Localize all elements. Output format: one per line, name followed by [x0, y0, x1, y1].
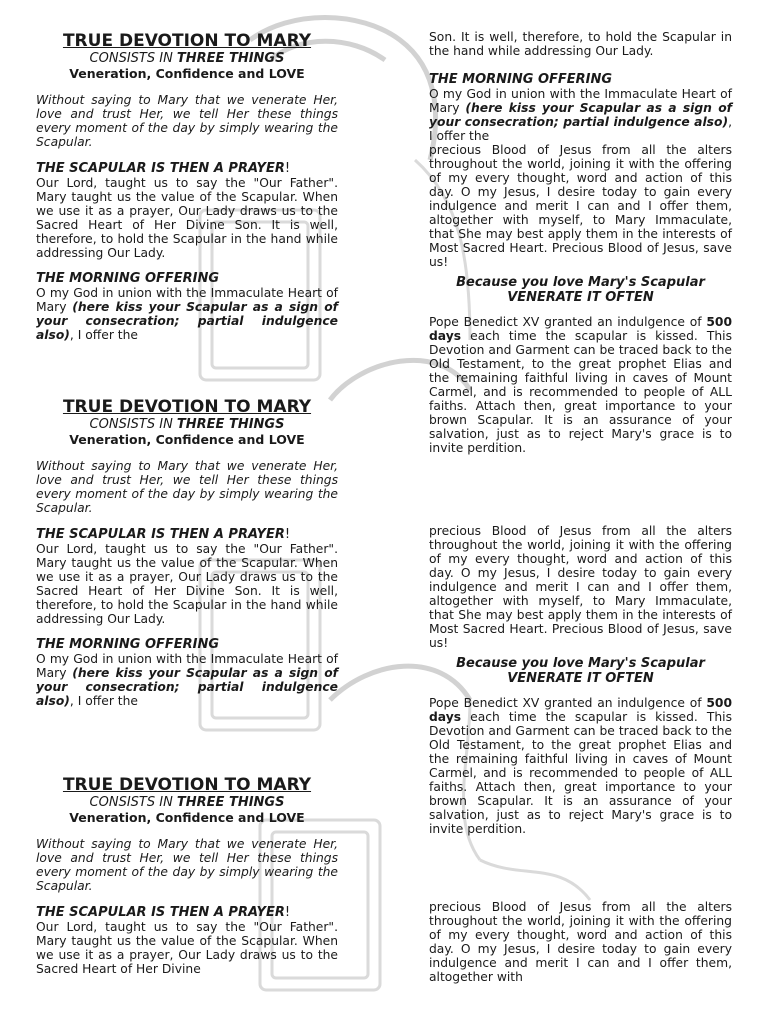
- right-block-2: [429, 524, 732, 836]
- section-2: [36, 398, 338, 708]
- offer-paragraph: precious Blood of Jesus from all the alters throughout the world, joining it with the offering of my every thought, word and action of this day. O my Jesus, I desire today to gain every indulgence and merit I can and I offer them, altogether with myself, to Mary Immaculate, that She may best apply them in the interests of Most Sacred Heart. Precious Blood of Jesus, save us!: [429, 143, 732, 269]
- prayer-heading: THE SCAPULAR IS THEN A PRAYER!: [36, 905, 291, 920]
- prayer-paragraph: Our Lord, taught us to say the "Our Father". Mary taught us the value of the Scapular. When we use it as a prayer, Our Lady draws us to the Sacred Heart of Her Divine Son. It is well, therefore, to hold the Scapular in the hand while addressing Our Lady.: [36, 542, 338, 626]
- veneration-line: Veneration, Confidence and LOVE: [69, 66, 305, 81]
- morning-paragraph: O my God in union with the Immaculate Heart of Mary (here kiss your Scapular as a sign of your consecration; partial indulgence also), I offer the: [36, 286, 338, 342]
- morning-paragraph: O my God in union with the Immaculate Heart of Mary (here kiss your Scapular as a sign of your consecration; partial indulgence also), I offer the: [36, 652, 338, 708]
- venerate-line: VENERATE IT OFTEN: [507, 290, 654, 305]
- morning-heading: THE MORNING OFFERING: [429, 72, 613, 87]
- veneration-line: Veneration, Confidence and LOVE: [69, 810, 305, 825]
- leaflet-title: TRUE DEVOTION TO MARY: [62, 397, 312, 417]
- because-line: Because you love Mary's Scapular: [456, 656, 705, 671]
- right-block-1: [429, 30, 732, 455]
- consists-line: CONSISTS IN THREE THINGS: [89, 417, 285, 432]
- morning-paragraph: O my God in union with the Immaculate Heart of Mary (here kiss your Scapular as a sign of your consecration; partial indulgence also), I offer the: [429, 87, 732, 143]
- prayer-continuation: Son. It is well, therefore, to hold the Scapular in the hand while addressing Our Lady.: [429, 30, 732, 58]
- pope-paragraph: Pope Benedict XV granted an indulgence of 500 days each time the scapular is kissed. This Devotion and Garment can be traced back to the Old Testament, to the great prophet Elias and the remaining faithful living in caves of Mount Carmel, and is recommended to people of ALL faiths. Attach then, great importance to your brown Scapular. It is an assurance of your salvation, just as to reject Mary's grace is to invite perdition.: [429, 315, 732, 455]
- venerate-line: VENERATE IT OFTEN: [507, 671, 654, 686]
- leaflet-title: TRUE DEVOTION TO MARY: [62, 775, 312, 795]
- intro-paragraph: Without saying to Mary that we venerate Her, love and trust Her, we tell Her these things every moment of the day by simply wearing the Scapular.: [36, 837, 338, 893]
- leaflet-title: TRUE DEVOTION TO MARY: [62, 31, 312, 51]
- offer-paragraph-partial: precious Blood of Jesus from all the alters throughout the world, joining it with the offering of my every thought, word and action of this day. O my Jesus, I desire today to gain every indulgence and merit I can and I offer them, altogether with: [429, 900, 732, 984]
- pope-paragraph: Pope Benedict XV granted an indulgence of 500 days each time the scapular is kissed. This Devotion and Garment can be traced back to the Old Testament, to the great prophet Elias and the remaining faithful living in caves of Mount Carmel, and is recommended to people of ALL faiths. Attach then, great importance to your brown Scapular. It is an assurance of your salvation, just as to reject Mary's grace is to invite perdition.: [429, 696, 732, 836]
- because-line: Because you love Mary's Scapular: [456, 275, 705, 290]
- consists-line: CONSISTS IN THREE THINGS: [89, 51, 285, 66]
- intro-paragraph: Without saying to Mary that we venerate Her, love and trust Her, we tell Her these things every moment of the day by simply wearing the Scapular.: [36, 459, 338, 515]
- prayer-heading: THE SCAPULAR IS THEN A PRAYER!: [36, 527, 291, 542]
- morning-heading: THE MORNING OFFERING: [36, 271, 220, 286]
- prayer-paragraph: Our Lord, taught us to say the "Our Father". Mary taught us the value of the Scapular. When we use it as a prayer, Our Lady draws us to the Sacred Heart of Her Divine Son. It is well, therefore, to hold the Scapular in the hand while addressing Our Lady.: [36, 176, 338, 260]
- prayer-paragraph-partial: Our Lord, taught us to say the "Our Father". Mary taught us the value of the Scapular. When we use it as a prayer, Our Lady draws us to the Sacred Heart of Her Divine: [36, 920, 338, 976]
- right-block-3: [429, 900, 732, 984]
- morning-heading: THE MORNING OFFERING: [36, 637, 220, 652]
- consists-line: CONSISTS IN THREE THINGS: [89, 795, 285, 810]
- prayer-heading: THE SCAPULAR IS THEN A PRAYER!: [36, 161, 291, 176]
- section-1: [36, 32, 338, 342]
- veneration-line: Veneration, Confidence and LOVE: [69, 432, 305, 447]
- intro-paragraph: Without saying to Mary that we venerate Her, love and trust Her, we tell Her these things every moment of the day by simply wearing the Scapular.: [36, 93, 338, 149]
- offer-paragraph: precious Blood of Jesus from all the alters throughout the world, joining it with the offering of my every thought, word and action of this day. O my Jesus, I desire today to gain every indulgence and merit I can and I offer them, altogether with myself, to Mary Immaculate, that She may best apply them in the interests of Most Sacred Heart. Precious Blood of Jesus, save us!: [429, 524, 732, 650]
- section-3: [36, 776, 338, 976]
